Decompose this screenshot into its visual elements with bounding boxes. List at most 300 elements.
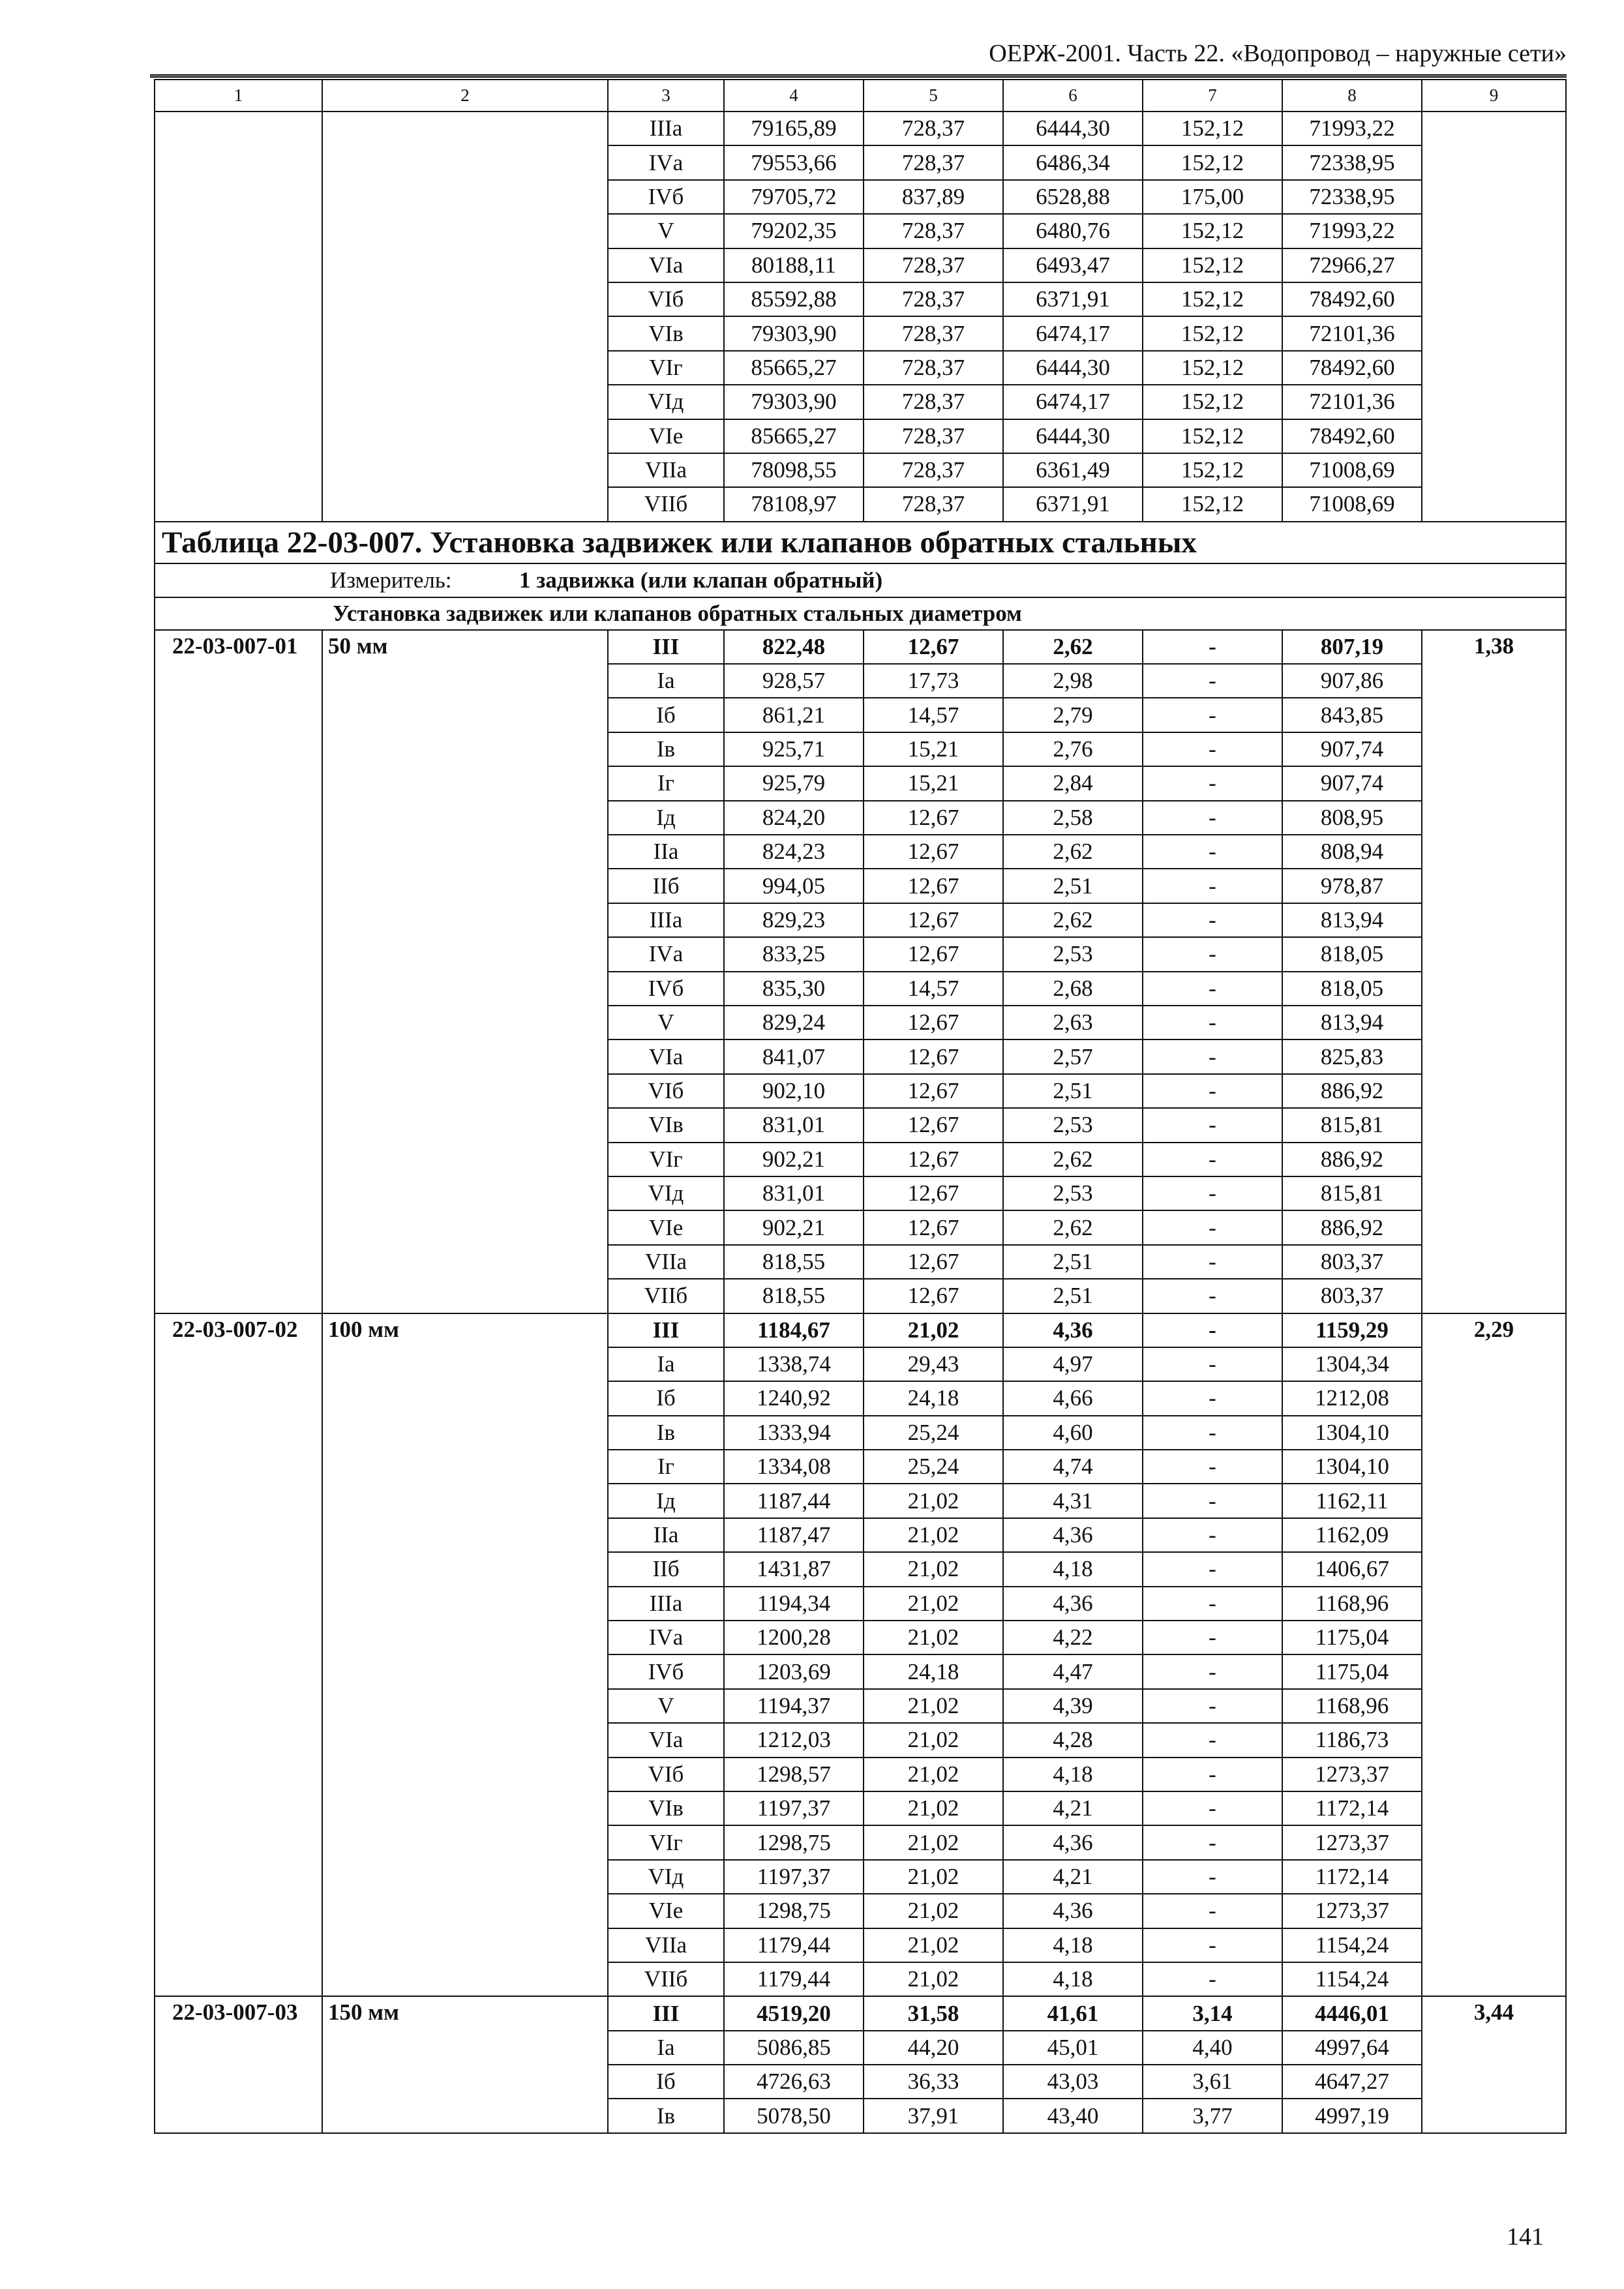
value-cell: 4519,20	[724, 1996, 864, 2030]
value-cell: -	[1143, 1654, 1282, 1688]
value-cell: 4,21	[1003, 1860, 1143, 1894]
value-cell: 85592,88	[724, 282, 864, 316]
value-cell: 1406,67	[1282, 1552, 1422, 1586]
section-title: Установка задвижек или клапанов обратных стальных диаметром	[155, 597, 1566, 630]
value-cell: 152,12	[1143, 385, 1282, 419]
value-cell: 12,67	[864, 801, 1003, 835]
value-cell: 21,02	[864, 1621, 1003, 1654]
zone-cell: VIе	[608, 419, 724, 453]
value-cell: 72338,95	[1282, 145, 1422, 179]
value-cell: 1304,34	[1282, 1347, 1422, 1381]
zone-cell: Iа	[608, 1347, 724, 1381]
value-cell: 1172,14	[1282, 1791, 1422, 1825]
zone-cell: VIв	[608, 1791, 724, 1825]
value-cell: 4,18	[1003, 1928, 1143, 1962]
value-cell: 12,67	[864, 1279, 1003, 1313]
value-cell: -	[1143, 1347, 1282, 1381]
value-cell: 21,02	[864, 1962, 1003, 1996]
zone-cell: VIе	[608, 1894, 724, 1928]
zone-cell: IVа	[608, 1621, 724, 1654]
zone-cell: VIд	[608, 1860, 724, 1894]
unit-value: 1 задвижка (или клапан обратный)	[519, 567, 883, 593]
zone-cell: IVб	[608, 972, 724, 1006]
value-cell: 21,02	[864, 1723, 1003, 1757]
value-cell: 4997,64	[1282, 2031, 1422, 2065]
value-cell: -	[1143, 1450, 1282, 1484]
value-cell: 2,62	[1003, 1143, 1143, 1176]
zone-cell: IVа	[608, 937, 724, 971]
value-cell: -	[1143, 1279, 1282, 1313]
value-cell: 24,18	[864, 1654, 1003, 1688]
zone-cell: Iв	[608, 2099, 724, 2132]
value-cell: 4,36	[1003, 1518, 1143, 1552]
value-cell: -	[1143, 664, 1282, 698]
value-cell: 835,30	[724, 972, 864, 1006]
zone-cell: IIа	[608, 1518, 724, 1552]
value-cell: 41,61	[1003, 1996, 1143, 2030]
value-cell: -	[1143, 1245, 1282, 1279]
value-cell: 1168,96	[1282, 1587, 1422, 1621]
zone-cell: IVа	[608, 145, 724, 179]
zone-cell: III	[608, 1313, 724, 1347]
value-cell: 4,60	[1003, 1416, 1143, 1450]
zone-cell: VIд	[608, 1176, 724, 1210]
value-cell: 829,24	[724, 1006, 864, 1040]
value-cell: 2,79	[1003, 698, 1143, 732]
value-cell: 1194,34	[724, 1587, 864, 1621]
value-cell: 72338,95	[1282, 180, 1422, 214]
value-cell: 2,51	[1003, 1074, 1143, 1108]
value-cell: -	[1143, 1381, 1282, 1415]
value-cell: 1273,37	[1282, 1825, 1422, 1859]
value-cell: 813,94	[1282, 903, 1422, 937]
zone-cell: VIг	[608, 1143, 724, 1176]
zone-cell: VIв	[608, 316, 724, 350]
value-cell: 1175,04	[1282, 1621, 1422, 1654]
description-cell	[322, 112, 608, 522]
value-cell: 79303,90	[724, 316, 864, 350]
value-cell: 4,18	[1003, 1552, 1143, 1586]
zone-cell: VIб	[608, 1758, 724, 1791]
value-cell: 15,21	[864, 766, 1003, 800]
value-cell: 803,37	[1282, 1279, 1422, 1313]
value-cell: 12,67	[864, 1006, 1003, 1040]
value-cell: 1162,11	[1282, 1484, 1422, 1518]
value-cell: 152,12	[1143, 214, 1282, 248]
value-cell: 728,37	[864, 351, 1003, 385]
value-cell: 4,28	[1003, 1723, 1143, 1757]
value-cell: 85665,27	[724, 419, 864, 453]
value-cell: -	[1143, 1723, 1282, 1757]
value-cell: 5078,50	[724, 2099, 864, 2132]
value-cell: 6480,76	[1003, 214, 1143, 248]
value-cell: 2,57	[1003, 1040, 1143, 1073]
value-cell: -	[1143, 1962, 1282, 1996]
value-cell: 25,24	[864, 1450, 1003, 1484]
zone-cell: Iв	[608, 732, 724, 766]
value-cell: 1162,09	[1282, 1518, 1422, 1552]
value-cell: 21,02	[864, 1894, 1003, 1928]
value-cell: 6444,30	[1003, 419, 1143, 453]
value-cell: -	[1143, 1825, 1282, 1859]
value-cell: 1273,37	[1282, 1894, 1422, 1928]
value-cell: 1298,75	[724, 1825, 864, 1859]
column-number: 8	[1282, 80, 1422, 112]
value-cell: 886,92	[1282, 1074, 1422, 1108]
value-cell: 1179,44	[724, 1928, 864, 1962]
description-cell: 50 мм	[322, 630, 608, 1313]
value-cell: 4,31	[1003, 1484, 1143, 1518]
value-cell: 12,67	[864, 1074, 1003, 1108]
value-cell: 12,67	[864, 1245, 1003, 1279]
value-cell: 71993,22	[1282, 112, 1422, 145]
value-cell: -	[1143, 835, 1282, 869]
zone-cell: VIIа	[608, 453, 724, 487]
value-cell: 1187,47	[724, 1518, 864, 1552]
value-cell: 886,92	[1282, 1143, 1422, 1176]
value-cell: 1333,94	[724, 1416, 864, 1450]
zone-cell: V	[608, 1006, 724, 1040]
value-cell: 17,73	[864, 664, 1003, 698]
zone-cell: VIе	[608, 1210, 724, 1244]
value-cell: -	[1143, 1791, 1282, 1825]
description-cell: 150 мм	[322, 1996, 608, 2133]
value-cell: 822,48	[724, 630, 864, 664]
value-cell: 72101,36	[1282, 385, 1422, 419]
value-cell: -	[1143, 1621, 1282, 1654]
column-number: 3	[608, 80, 724, 112]
value-cell: 907,74	[1282, 766, 1422, 800]
value-cell: -	[1143, 1518, 1282, 1552]
value-cell: -	[1143, 1484, 1282, 1518]
value-cell: 1172,14	[1282, 1860, 1422, 1894]
value-cell: -	[1143, 1758, 1282, 1791]
value-cell: 1168,96	[1282, 1689, 1422, 1723]
value-cell: 2,53	[1003, 937, 1143, 971]
unit-label: Измеритель:	[330, 567, 452, 593]
value-cell: 818,05	[1282, 937, 1422, 971]
column-number: 2	[322, 80, 608, 112]
value-cell: 12,67	[864, 1040, 1003, 1073]
value-cell: 71993,22	[1282, 214, 1422, 248]
zone-cell: IIIа	[608, 1587, 724, 1621]
zone-cell: VIIб	[608, 1962, 724, 1996]
value-cell: 43,40	[1003, 2099, 1143, 2132]
value-cell: 2,62	[1003, 835, 1143, 869]
value-cell: 1273,37	[1282, 1758, 1422, 1791]
value-cell: 1184,67	[724, 1313, 864, 1347]
value-cell: 6444,30	[1003, 351, 1143, 385]
zone-cell: Iд	[608, 801, 724, 835]
value-cell: -	[1143, 1894, 1282, 1928]
value-cell: 6371,91	[1003, 282, 1143, 316]
value-cell: 728,37	[864, 112, 1003, 145]
zone-cell: VIа	[608, 1040, 724, 1073]
value-cell: -	[1143, 1416, 1282, 1450]
value-cell: 80188,11	[724, 248, 864, 282]
code-cell: 22-03-007-02	[155, 1313, 322, 1997]
zone-cell: V	[608, 1689, 724, 1723]
value-cell: 21,02	[864, 1313, 1003, 1347]
value-cell: 4726,63	[724, 2065, 864, 2099]
value-cell: 2,53	[1003, 1176, 1143, 1210]
value-cell: 4,97	[1003, 1347, 1143, 1381]
value-cell: -	[1143, 903, 1282, 937]
value-cell: 818,55	[724, 1279, 864, 1313]
value-cell: 12,67	[864, 835, 1003, 869]
value-cell: 25,24	[864, 1416, 1003, 1450]
value-cell: 5086,85	[724, 2031, 864, 2065]
value-cell: 21,02	[864, 1587, 1003, 1621]
value-cell: 12,67	[864, 903, 1003, 937]
column-number: 7	[1143, 80, 1282, 112]
code-cell	[155, 112, 322, 522]
value-cell: 72966,27	[1282, 248, 1422, 282]
value-cell: 79303,90	[724, 385, 864, 419]
value-cell: 2,51	[1003, 1245, 1143, 1279]
value-cell: -	[1143, 972, 1282, 1006]
value-cell: 2,58	[1003, 801, 1143, 835]
value-cell: 36,33	[864, 2065, 1003, 2099]
value-cell: 808,94	[1282, 835, 1422, 869]
value-cell: -	[1143, 1587, 1282, 1621]
value-cell: 12,67	[864, 630, 1003, 664]
value-cell: 728,37	[864, 214, 1003, 248]
value-cell: -	[1143, 1040, 1282, 1073]
value-cell: 1334,08	[724, 1450, 864, 1484]
value-cell: 21,02	[864, 1825, 1003, 1859]
value-cell: 72101,36	[1282, 316, 1422, 350]
zone-cell: VIIб	[608, 1279, 724, 1313]
value-cell: 31,58	[864, 1996, 1003, 2030]
value-cell: 818,55	[724, 1245, 864, 1279]
column-number: 4	[724, 80, 864, 112]
value-cell: 43,03	[1003, 2065, 1143, 2099]
zone-cell: IIIа	[608, 903, 724, 937]
value-cell: 1304,10	[1282, 1416, 1422, 1450]
value-cell: 79165,89	[724, 112, 864, 145]
zone-cell: Iб	[608, 2065, 724, 2099]
value-cell: 152,12	[1143, 145, 1282, 179]
value-cell: 928,57	[724, 664, 864, 698]
value-cell: -	[1143, 630, 1282, 664]
value-cell: -	[1143, 1074, 1282, 1108]
value-cell: 728,37	[864, 282, 1003, 316]
value-cell: 907,74	[1282, 732, 1422, 766]
zone-cell: VIб	[608, 1074, 724, 1108]
value-cell: 1197,37	[724, 1791, 864, 1825]
page-header: ОЕРЖ-2001. Часть 22. «Водопровод – наружные сети»	[150, 34, 1567, 78]
zone-cell: Iг	[608, 1450, 724, 1484]
labor-cell: 1,38	[1422, 630, 1566, 1313]
value-cell: -	[1143, 1928, 1282, 1962]
description-cell: 100 мм	[322, 1313, 608, 1997]
value-cell: 978,87	[1282, 869, 1422, 903]
value-cell: 1304,10	[1282, 1450, 1422, 1484]
value-cell: 824,23	[724, 835, 864, 869]
value-cell: 4,40	[1143, 2031, 1282, 2065]
value-cell: 2,62	[1003, 903, 1143, 937]
value-cell: 2,62	[1003, 1210, 1143, 1244]
value-cell: 45,01	[1003, 2031, 1143, 2065]
value-cell: 907,86	[1282, 664, 1422, 698]
value-cell: -	[1143, 698, 1282, 732]
value-cell: 79705,72	[724, 180, 864, 214]
value-cell: 4,36	[1003, 1587, 1143, 1621]
value-cell: 21,02	[864, 1552, 1003, 1586]
value-cell: 152,12	[1143, 248, 1282, 282]
value-cell: 2,84	[1003, 766, 1143, 800]
value-cell: -	[1143, 1689, 1282, 1723]
column-number: 1	[155, 80, 322, 112]
zone-cell: VIIб	[608, 487, 724, 521]
value-cell: 1197,37	[724, 1860, 864, 1894]
value-cell: 825,83	[1282, 1040, 1422, 1073]
value-cell: 3,61	[1143, 2065, 1282, 2099]
value-cell: 44,20	[864, 2031, 1003, 2065]
value-cell: 808,95	[1282, 801, 1422, 835]
zone-cell: IVб	[608, 180, 724, 214]
value-cell: 12,67	[864, 1108, 1003, 1142]
value-cell: 78492,60	[1282, 419, 1422, 453]
column-number: 9	[1422, 80, 1566, 112]
value-cell: 12,67	[864, 1143, 1003, 1176]
value-cell: -	[1143, 1313, 1282, 1347]
value-cell: 29,43	[864, 1347, 1003, 1381]
table-row	[155, 1996, 1566, 2030]
value-cell: 4,36	[1003, 1313, 1143, 1347]
value-cell: 728,37	[864, 419, 1003, 453]
continuation-row	[155, 112, 1566, 145]
value-cell: 843,85	[1282, 698, 1422, 732]
table-title-row	[155, 522, 1566, 563]
value-cell: 815,81	[1282, 1108, 1422, 1142]
value-cell: 2,51	[1003, 869, 1143, 903]
value-cell: 861,21	[724, 698, 864, 732]
value-cell: 1159,29	[1282, 1313, 1422, 1347]
value-cell: 4,74	[1003, 1450, 1143, 1484]
value-cell: 6371,91	[1003, 487, 1143, 521]
value-cell: 4647,27	[1282, 2065, 1422, 2099]
zone-cell: III	[608, 1996, 724, 2030]
value-cell: 803,37	[1282, 1245, 1422, 1279]
value-cell: 6486,34	[1003, 145, 1143, 179]
table-row	[155, 1313, 1566, 1347]
value-cell: 925,79	[724, 766, 864, 800]
unit-cell	[155, 563, 1566, 597]
column-number: 6	[1003, 80, 1143, 112]
value-cell: 4,22	[1003, 1621, 1143, 1654]
table-row	[155, 630, 1566, 664]
value-cell: 6528,88	[1003, 180, 1143, 214]
value-cell: -	[1143, 1552, 1282, 1586]
value-cell: 71008,69	[1282, 453, 1422, 487]
zone-cell: Iд	[608, 1484, 724, 1518]
table-title: Таблица 22-03-007. Установка задвижек или клапанов обратных стальных	[155, 522, 1566, 563]
labor-cell	[1422, 112, 1566, 522]
zone-cell: Iа	[608, 2031, 724, 2065]
value-cell: 78108,97	[724, 487, 864, 521]
value-cell: 1212,03	[724, 1723, 864, 1757]
value-cell: 78098,55	[724, 453, 864, 487]
value-cell: 1175,04	[1282, 1654, 1422, 1688]
value-cell: 728,37	[864, 248, 1003, 282]
zone-cell: Iа	[608, 664, 724, 698]
zone-cell: IIIа	[608, 112, 724, 145]
value-cell: 152,12	[1143, 112, 1282, 145]
zone-cell: IVб	[608, 1654, 724, 1688]
zone-cell: Iб	[608, 698, 724, 732]
value-cell: 4,18	[1003, 1758, 1143, 1791]
value-cell: 3,77	[1143, 2099, 1282, 2132]
zone-cell: VIд	[608, 385, 724, 419]
value-cell: 728,37	[864, 453, 1003, 487]
value-cell: 818,05	[1282, 972, 1422, 1006]
value-cell: 12,67	[864, 937, 1003, 971]
value-cell: 21,02	[864, 1758, 1003, 1791]
code-cell: 22-03-007-03	[155, 1996, 322, 2133]
value-cell: -	[1143, 1860, 1282, 1894]
value-cell: 2,51	[1003, 1279, 1143, 1313]
value-cell: 4,39	[1003, 1689, 1143, 1723]
value-cell: 6493,47	[1003, 248, 1143, 282]
value-cell: 994,05	[724, 869, 864, 903]
value-cell: 837,89	[864, 180, 1003, 214]
value-cell: -	[1143, 766, 1282, 800]
value-cell: 829,23	[724, 903, 864, 937]
value-cell: 6444,30	[1003, 112, 1143, 145]
value-cell: 902,10	[724, 1074, 864, 1108]
value-cell: -	[1143, 869, 1282, 903]
section-title-row	[155, 597, 1566, 630]
column-numbers-row	[155, 80, 1566, 112]
value-cell: -	[1143, 801, 1282, 835]
zone-cell: VIIа	[608, 1928, 724, 1962]
value-cell: 2,76	[1003, 732, 1143, 766]
zone-cell: Iг	[608, 766, 724, 800]
value-cell: 2,62	[1003, 630, 1143, 664]
value-cell: 21,02	[864, 1928, 1003, 1962]
value-cell: 6474,17	[1003, 385, 1143, 419]
value-cell: 152,12	[1143, 282, 1282, 316]
value-cell: 831,01	[724, 1176, 864, 1210]
zone-cell: VIа	[608, 248, 724, 282]
value-cell: 728,37	[864, 145, 1003, 179]
zone-cell: III	[608, 630, 724, 664]
value-cell: -	[1143, 1006, 1282, 1040]
zone-cell: IIб	[608, 1552, 724, 1586]
labor-cell: 2,29	[1422, 1313, 1566, 1997]
code-cell: 22-03-007-01	[155, 630, 322, 1313]
labor-cell: 3,44	[1422, 1996, 1566, 2133]
value-cell: -	[1143, 937, 1282, 971]
value-cell: 1431,87	[724, 1552, 864, 1586]
value-cell: 728,37	[864, 487, 1003, 521]
zone-cell: Iв	[608, 1416, 724, 1450]
value-cell: 1154,24	[1282, 1962, 1422, 1996]
value-cell: -	[1143, 732, 1282, 766]
value-cell: 12,67	[864, 1210, 1003, 1244]
value-cell: 815,81	[1282, 1176, 1422, 1210]
value-cell: 1212,08	[1282, 1381, 1422, 1415]
value-cell: 1203,69	[724, 1654, 864, 1688]
value-cell: 4,21	[1003, 1791, 1143, 1825]
value-cell: 1186,73	[1282, 1723, 1422, 1757]
value-cell: 4,18	[1003, 1962, 1143, 1996]
value-cell: 925,71	[724, 732, 864, 766]
value-cell: 12,67	[864, 869, 1003, 903]
value-cell: 902,21	[724, 1210, 864, 1244]
